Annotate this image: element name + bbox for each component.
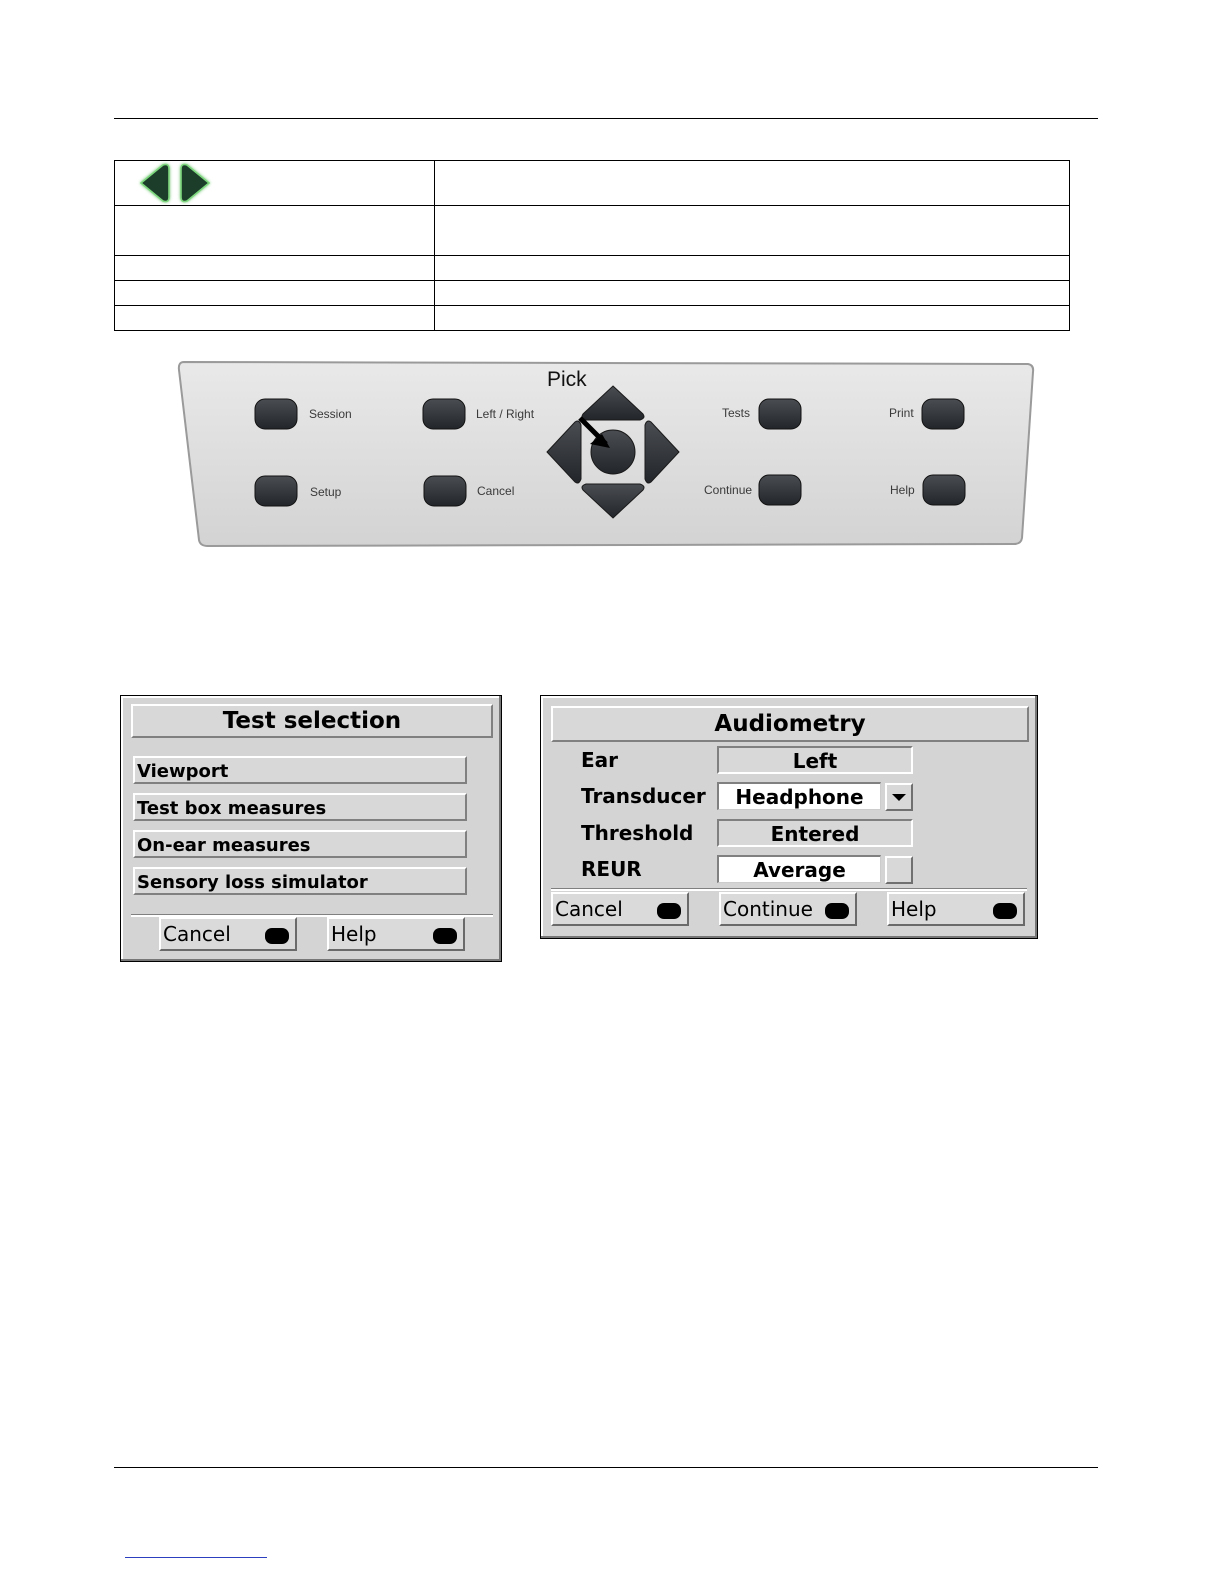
- help-button[interactable]: [327, 917, 465, 951]
- reference-table: [114, 160, 1070, 331]
- cancel-button-label: Cancel: [555, 897, 623, 921]
- menu-item-on-ear-measures[interactable]: On-ear measures: [133, 830, 467, 858]
- reur-option-button[interactable]: [885, 856, 913, 884]
- menu-item-test-box-measures[interactable]: Test box measures: [133, 793, 467, 821]
- dialog-divider: [551, 888, 1027, 891]
- table-cell: [435, 206, 1070, 256]
- down-arrow-button[interactable]: [582, 484, 644, 518]
- ear-label: Ear: [581, 748, 619, 772]
- setup-key-label: Setup: [310, 485, 342, 499]
- key-indicator-icon: [433, 928, 457, 944]
- transducer-label: Transducer: [581, 784, 706, 808]
- key-indicator-icon: [265, 928, 289, 944]
- reur-label: REUR: [581, 857, 642, 881]
- ear-value: Left: [717, 746, 913, 774]
- cancel-key-label: Cancel: [477, 484, 515, 498]
- key-indicator-icon: [993, 903, 1017, 919]
- left-right-key-label: Left / Right: [476, 407, 535, 421]
- print-key[interactable]: [921, 398, 965, 430]
- test-selection-dialog: [120, 695, 502, 962]
- table-row: [115, 256, 1070, 281]
- cancel-key[interactable]: [423, 475, 467, 507]
- continue-button[interactable]: [719, 892, 857, 926]
- help-button-label: Help: [331, 922, 377, 946]
- right-arrow-button[interactable]: [645, 422, 679, 482]
- help-button[interactable]: [887, 892, 1025, 926]
- session-key[interactable]: [254, 398, 298, 430]
- help-button-label: Help: [891, 897, 937, 921]
- footer-link-underline[interactable]: [125, 1557, 267, 1558]
- table-row: [115, 306, 1070, 331]
- print-key-label: Print: [889, 406, 914, 420]
- keypad-panel: [170, 356, 1040, 552]
- menu-item-sensory-loss-simulator[interactable]: Sensory loss simulator: [133, 867, 467, 895]
- continue-key-label: Continue: [704, 483, 753, 497]
- pick-label: Pick: [547, 368, 587, 391]
- transducer-select[interactable]: Headphone: [717, 782, 881, 810]
- table-row: [115, 206, 1070, 256]
- threshold-label: Threshold: [581, 821, 694, 845]
- menu-item-viewport[interactable]: Viewport: [133, 756, 467, 784]
- header-rule: [114, 118, 1098, 119]
- left-arrow-button[interactable]: [547, 422, 581, 482]
- pick-button[interactable]: [590, 426, 636, 472]
- cancel-button[interactable]: [159, 917, 297, 951]
- left-right-arrows-icon: [137, 161, 217, 205]
- help-key[interactable]: [922, 474, 966, 506]
- dialog-title: Test selection: [131, 704, 493, 738]
- key-indicator-icon: [825, 903, 849, 919]
- table-row: [115, 161, 1070, 206]
- table-cell: [115, 206, 435, 256]
- threshold-value: Entered: [717, 819, 913, 847]
- reur-field[interactable]: Average: [717, 855, 881, 883]
- table-cell: [435, 256, 1070, 281]
- up-arrow-button[interactable]: [582, 386, 644, 420]
- table-cell: [435, 306, 1070, 331]
- tests-key[interactable]: [758, 398, 802, 430]
- transducer-dropdown-button[interactable]: [885, 783, 913, 811]
- table-cell: [115, 161, 435, 206]
- footer-rule: [114, 1467, 1098, 1468]
- session-key-label: Session: [309, 407, 352, 421]
- setup-key[interactable]: [254, 475, 298, 507]
- table-cell: [435, 281, 1070, 306]
- continue-key[interactable]: [758, 474, 802, 506]
- table-cell: [115, 256, 435, 281]
- left-right-key[interactable]: [422, 398, 466, 430]
- table-row: [115, 281, 1070, 306]
- table-cell: [115, 281, 435, 306]
- table-cell: [115, 306, 435, 331]
- audiometry-dialog: [540, 695, 1038, 939]
- help-key-label: Help: [890, 483, 915, 497]
- dialog-title: Audiometry: [551, 706, 1029, 742]
- key-indicator-icon: [657, 903, 681, 919]
- tests-key-label: Tests: [722, 406, 751, 420]
- cancel-button[interactable]: [551, 892, 689, 926]
- cancel-button-label: Cancel: [163, 922, 231, 946]
- chevron-down-icon: [887, 785, 911, 809]
- continue-button-label: Continue: [723, 897, 813, 921]
- table-cell: [435, 161, 1070, 206]
